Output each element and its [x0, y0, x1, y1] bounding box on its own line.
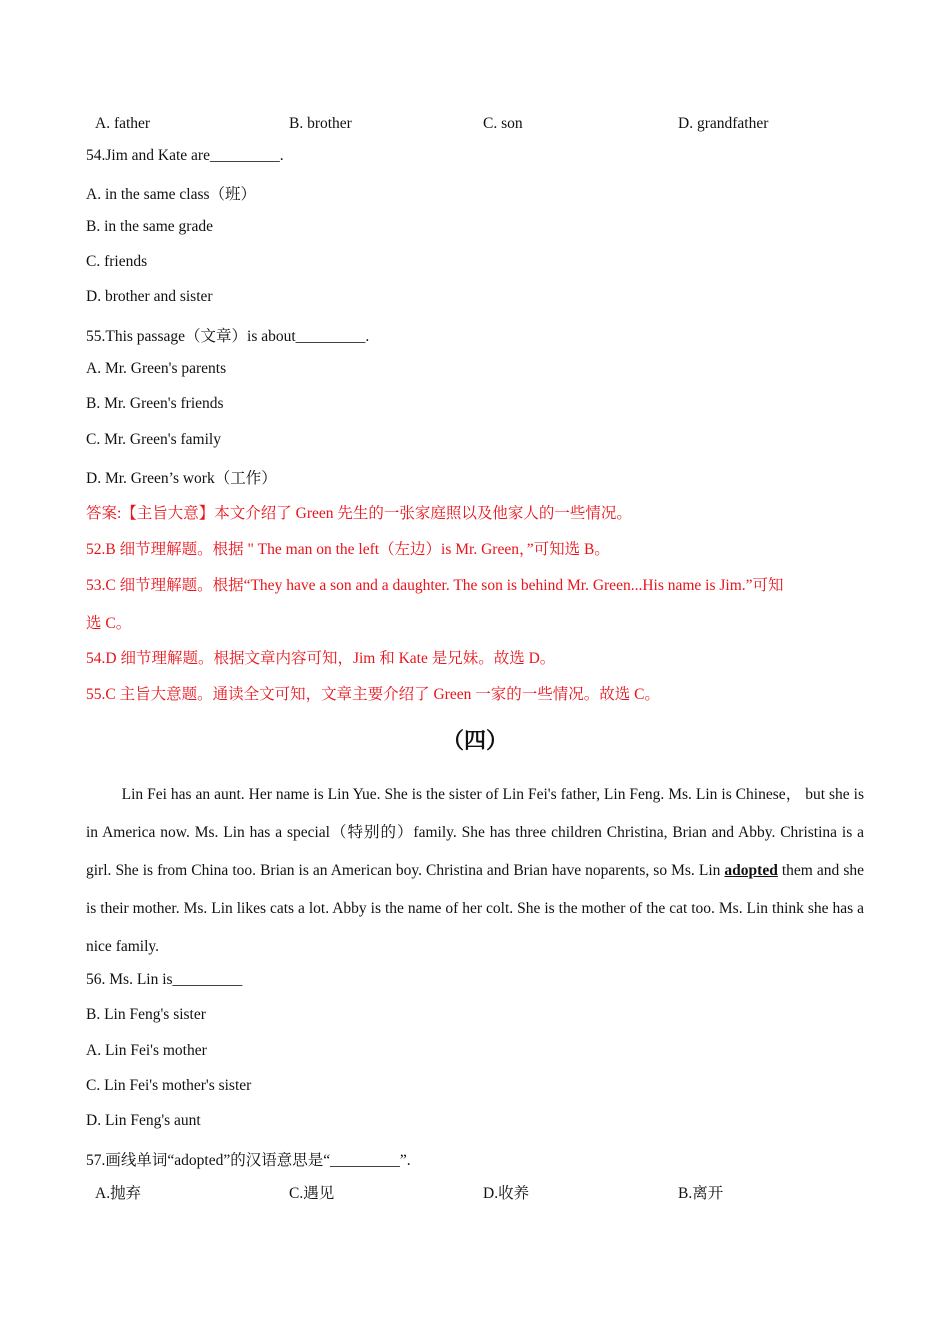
q57-option-4: B.离开	[678, 1185, 724, 1202]
q53-option-a: A. father	[95, 115, 151, 132]
q56-option-4: D. Lin Feng's aunt	[86, 1112, 201, 1129]
q56-option-3: C. Lin Fei's mother's sister	[86, 1077, 252, 1094]
q57-option-2: C.遇见	[289, 1185, 335, 1202]
q55-option-c: C. Mr. Green's family	[86, 431, 221, 448]
q55-option-b: B. Mr. Green's friends	[86, 395, 224, 412]
q56-option-1: B. Lin Feng's sister	[86, 1006, 206, 1023]
reading-passage	[86, 776, 864, 966]
answer-54: 54.D 细节理解题。根据文章内容可知，Jim 和 Kate 是兄妹。故选 D。	[86, 650, 556, 667]
q55-stem: 55.This passage（文章）is about_________.	[86, 328, 370, 345]
answer-53-line2: 选 C。	[86, 615, 132, 632]
passage-keyword-underlined: adopted	[724, 862, 778, 879]
q56-stem: 56. Ms. Lin is_________	[86, 971, 243, 988]
answer-52: 52.B 细节理解题。根据 " The man on the left（左边）is Mr. Green，”可知选 B。	[86, 541, 610, 558]
answer-55: 55.C 主旨大意题。通读全文可知，文章主要介绍了 Green 一家的一些情况。故选 C。	[86, 686, 660, 703]
q55-option-a: A. Mr. Green's parents	[86, 360, 227, 377]
q54-stem: 54.Jim and Kate are_________.	[86, 147, 284, 164]
section-title: （四）	[441, 729, 508, 754]
q57-stem: 57.画线单词“adopted”的汉语意思是“_________”.	[86, 1152, 411, 1169]
q57-option-3: D.收养	[483, 1185, 530, 1202]
q54-option-b: B. in the same grade	[86, 218, 213, 235]
q54-option-a: A. in the same class（班）	[86, 186, 257, 203]
q57-option-1: A.抛弃	[95, 1185, 142, 1202]
q53-option-c: C. son	[483, 115, 523, 132]
passage-text-after: them and she is their mother. Ms. Lin likes cats a lot. Abby is the name of her colt. She is the mother of the cat too. Ms. Lin think she has a nice family.	[86, 862, 864, 955]
q56-option-2: A. Lin Fei's mother	[86, 1042, 207, 1059]
q55-option-d: D. Mr. Green’s work（工作）	[86, 470, 277, 487]
passage-text-before: Lin Fei has an aunt. Her name is Lin Yue. She is the sister of Lin Fei's father, Lin Feng. Ms. Lin is Chinese， but she is in America now. Ms. Lin has a special（特别的）family. She has three children Christina, Brian and Abby. Christina is a girl. She is from China too. Brian is an American boy. Christina and Brian have noparents, so Ms. Lin	[86, 786, 864, 879]
answer-53-line1: 53.C 细节理解题。根据“They have a son and a daughter. The son is behind Mr. Green...His name is Jim.”可知	[86, 577, 784, 594]
q54-option-c: C. friends	[86, 253, 148, 270]
q54-option-d: D. brother and sister	[86, 288, 213, 305]
q53-option-d: D. grandfather	[678, 115, 769, 132]
q53-option-b: B. brother	[289, 115, 352, 132]
answer-intro: 答案:【主旨大意】本文介绍了 Green 先生的一张家庭照以及他家人的一些情况。	[86, 505, 632, 522]
